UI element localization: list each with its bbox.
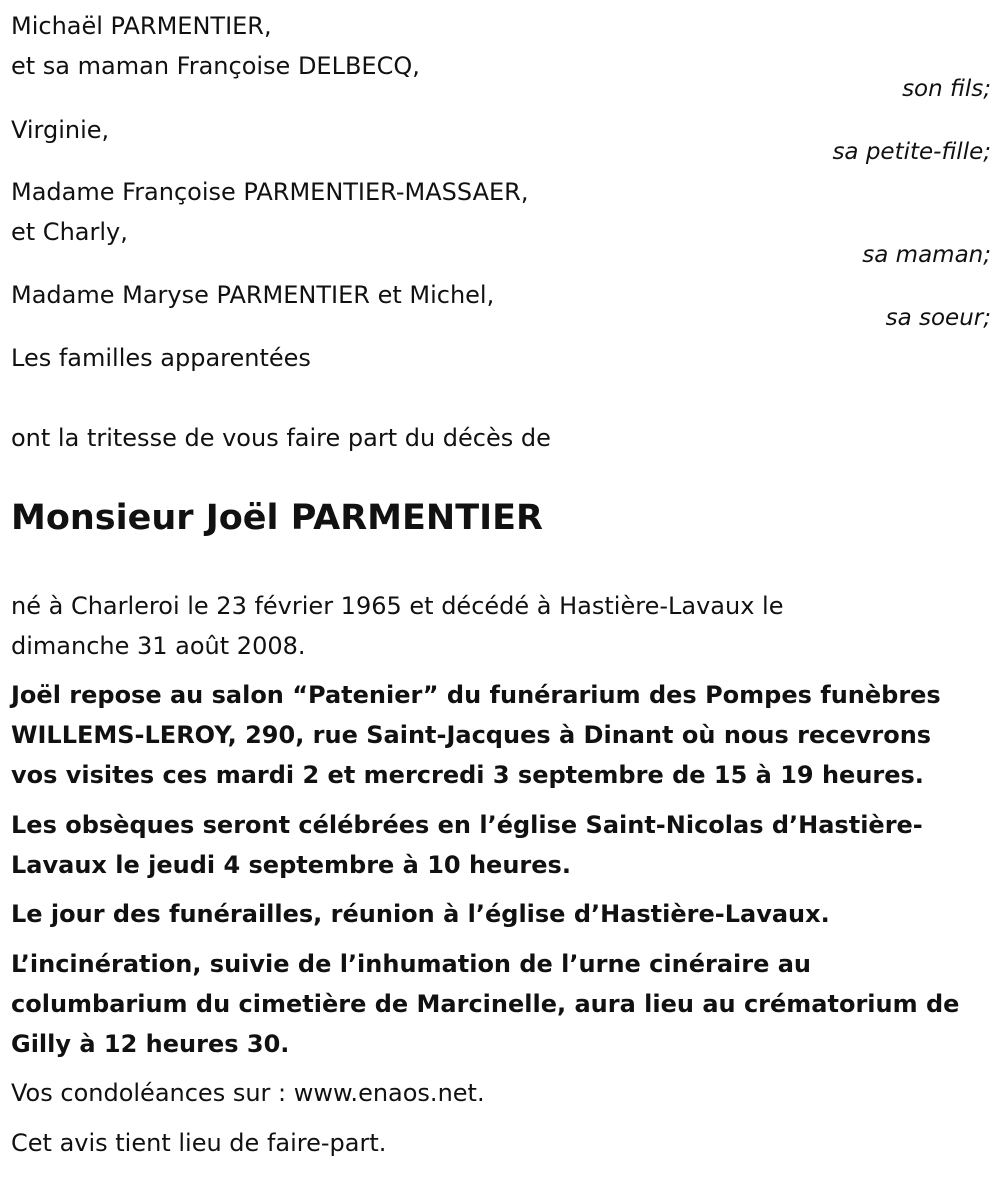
gathering-line: Le jour des funérailles, réunion à l’église d’Hastière-Lavaux. [11, 900, 830, 928]
cremation-line: Gilly à 12 heures 30. [11, 1030, 290, 1058]
relatives-line: Les familles apparentées [11, 344, 311, 372]
family-line: Madame Maryse PARMENTIER et Michel, [11, 281, 495, 309]
funeral-line: Les obsèques seront célébrées en l’église Saint-Nicolas d’Hastière- [11, 811, 923, 839]
cremation-line: L’incinération, suivie de l’inhumation de l’urne cinéraire au [11, 950, 811, 978]
family-line: Michaël PARMENTIER, [11, 12, 272, 40]
visitation-line: vos visites ces mardi 2 et mercredi 3 septembre de 15 à 19 heures. [11, 761, 924, 789]
family-line: Madame Françoise PARMENTIER-MASSAER, [11, 178, 529, 206]
cremation-line: columbarium du cimetière de Marcinelle, aura lieu au crématorium de [11, 990, 960, 1018]
deceased-name: Monsieur Joël PARMENTIER [11, 498, 543, 538]
birth-death-line: né à Charleroi le 23 février 1965 et décédé à Hastière-Lavaux le [11, 592, 784, 620]
family-group-mother [11, 172, 991, 252]
relation-label: sa maman; [862, 242, 991, 268]
visitation-line: WILLEMS-LEROY, 290, rue Saint-Jacques à Dinant où nous recevrons [11, 721, 932, 749]
family-line: et Charly, [11, 218, 128, 246]
birth-death-paragraph [11, 586, 991, 666]
notice-line: Cet avis tient lieu de faire-part. [11, 1129, 387, 1157]
family-line: Virginie, [11, 116, 110, 144]
family-line: et sa maman Françoise DELBECQ, [11, 52, 420, 80]
cremation-paragraph [11, 944, 1000, 1064]
relation-label: sa soeur; [885, 305, 991, 331]
relation-label: sa petite-fille; [832, 139, 991, 165]
condolences-line: Vos condoléances sur : www.enaos.net. [11, 1079, 485, 1107]
visitation-line: Joël repose au salon “Patenier” du funérarium des Pompes funèbres [11, 681, 941, 709]
funeral-paragraph [11, 805, 991, 885]
visitation-paragraph [11, 675, 991, 795]
birth-death-line: dimanche 31 août 2008. [11, 632, 306, 660]
announcement-line: ont la tritesse de vous faire part du décès de [11, 424, 551, 452]
funeral-line: Lavaux le jeudi 4 septembre à 10 heures. [11, 851, 571, 879]
relation-label: son fils; [902, 76, 991, 102]
family-group-son [11, 6, 991, 86]
